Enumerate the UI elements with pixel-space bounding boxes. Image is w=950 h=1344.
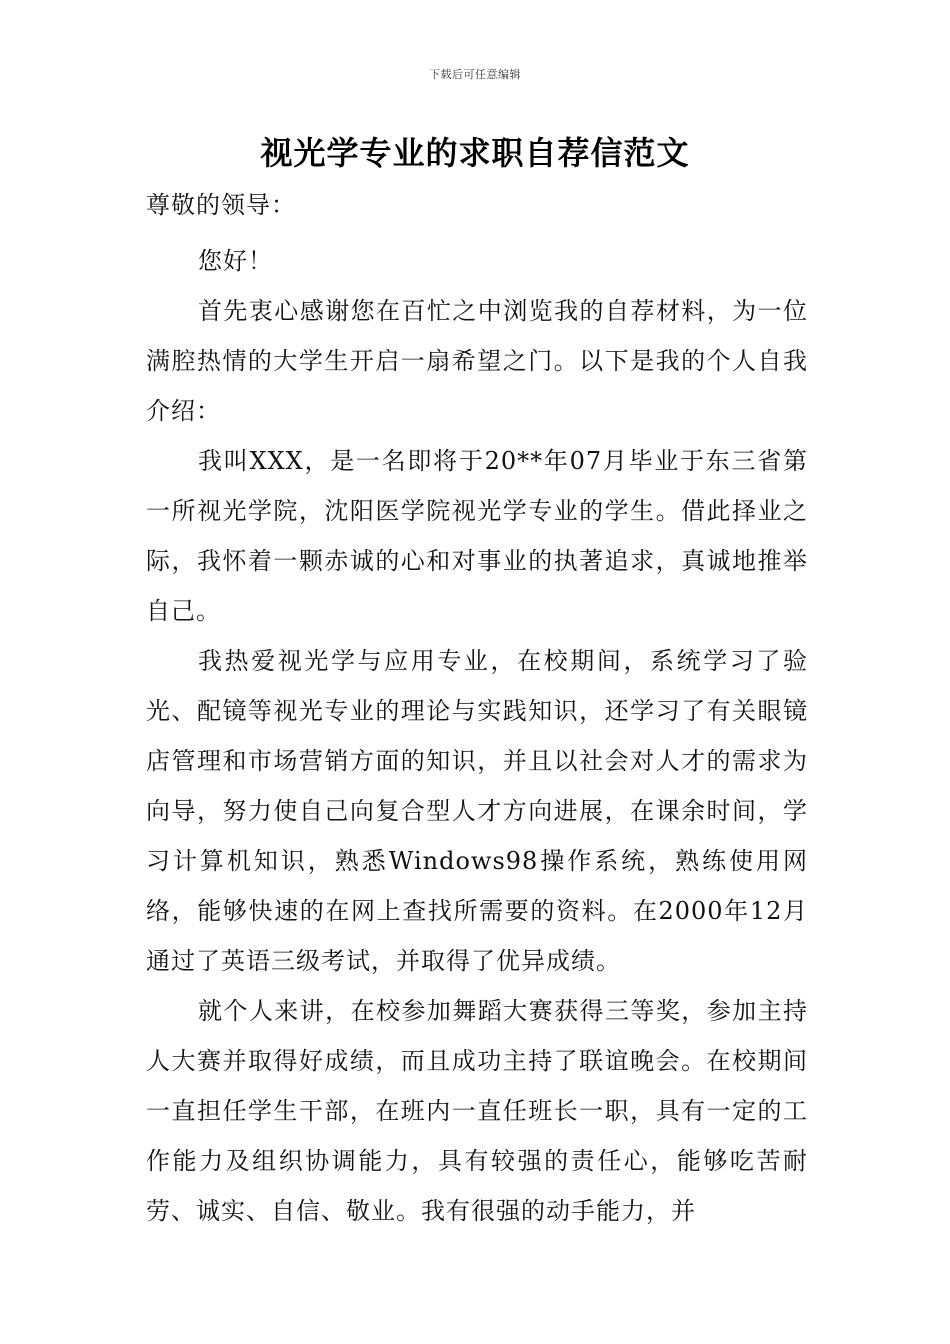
header-note: 下载后可任意编辑 <box>429 68 521 81</box>
letter-body <box>146 180 808 1236</box>
paragraph-activities: 就个人来讲，在校参加舞蹈大赛获得三等奖，参加主持人大赛并取得好成绩，而且成功主持了联谊晚会。在校期间一直担任学生干部，在班内一直任班长一职，具有一定的工作能力及组织协调能力，具有较强的责任心，能够吃苦耐劳、诚实、自信、敬业。我有很强的动手能力，并 <box>146 997 808 1225</box>
salutation: 尊敬的领导： <box>146 191 296 219</box>
document-title: 视光学专业的求职自荐信范文 <box>260 134 690 172</box>
greeting: 您好！ <box>198 247 273 275</box>
paragraph-intro: 首先衷心感谢您在百忙之中浏览我的自荐材料，为一位满腔热情的大学生开启一扇希望之门。以下是我的个人自我介绍： <box>146 297 808 425</box>
paragraph-self-introduction: 我叫XXX，是一名即将于20**年07月毕业于东三省第一所视光学院，沈阳医学院视光学专业的学生。借此择业之际，我怀着一颗赤诚的心和对事业的执著追求，真诚地推举自己。 <box>146 447 808 625</box>
paragraph-studies: 我热爱视光学与应用专业，在校期间，系统学习了验光、配镜等视光专业的理论与实践知识，还学习了有关眼镜店管理和市场营销方面的知识，并且以社会对人才的需求为向导，努力使自己向复合型人才方向进展，在课余时间，学习计算机知识，熟悉Windows98操作系统，熟练使用网络，能够快速的在网上查找所需要的资料。在2000年12月通过了英语三级考试，并取得了优异成绩。 <box>146 647 808 975</box>
